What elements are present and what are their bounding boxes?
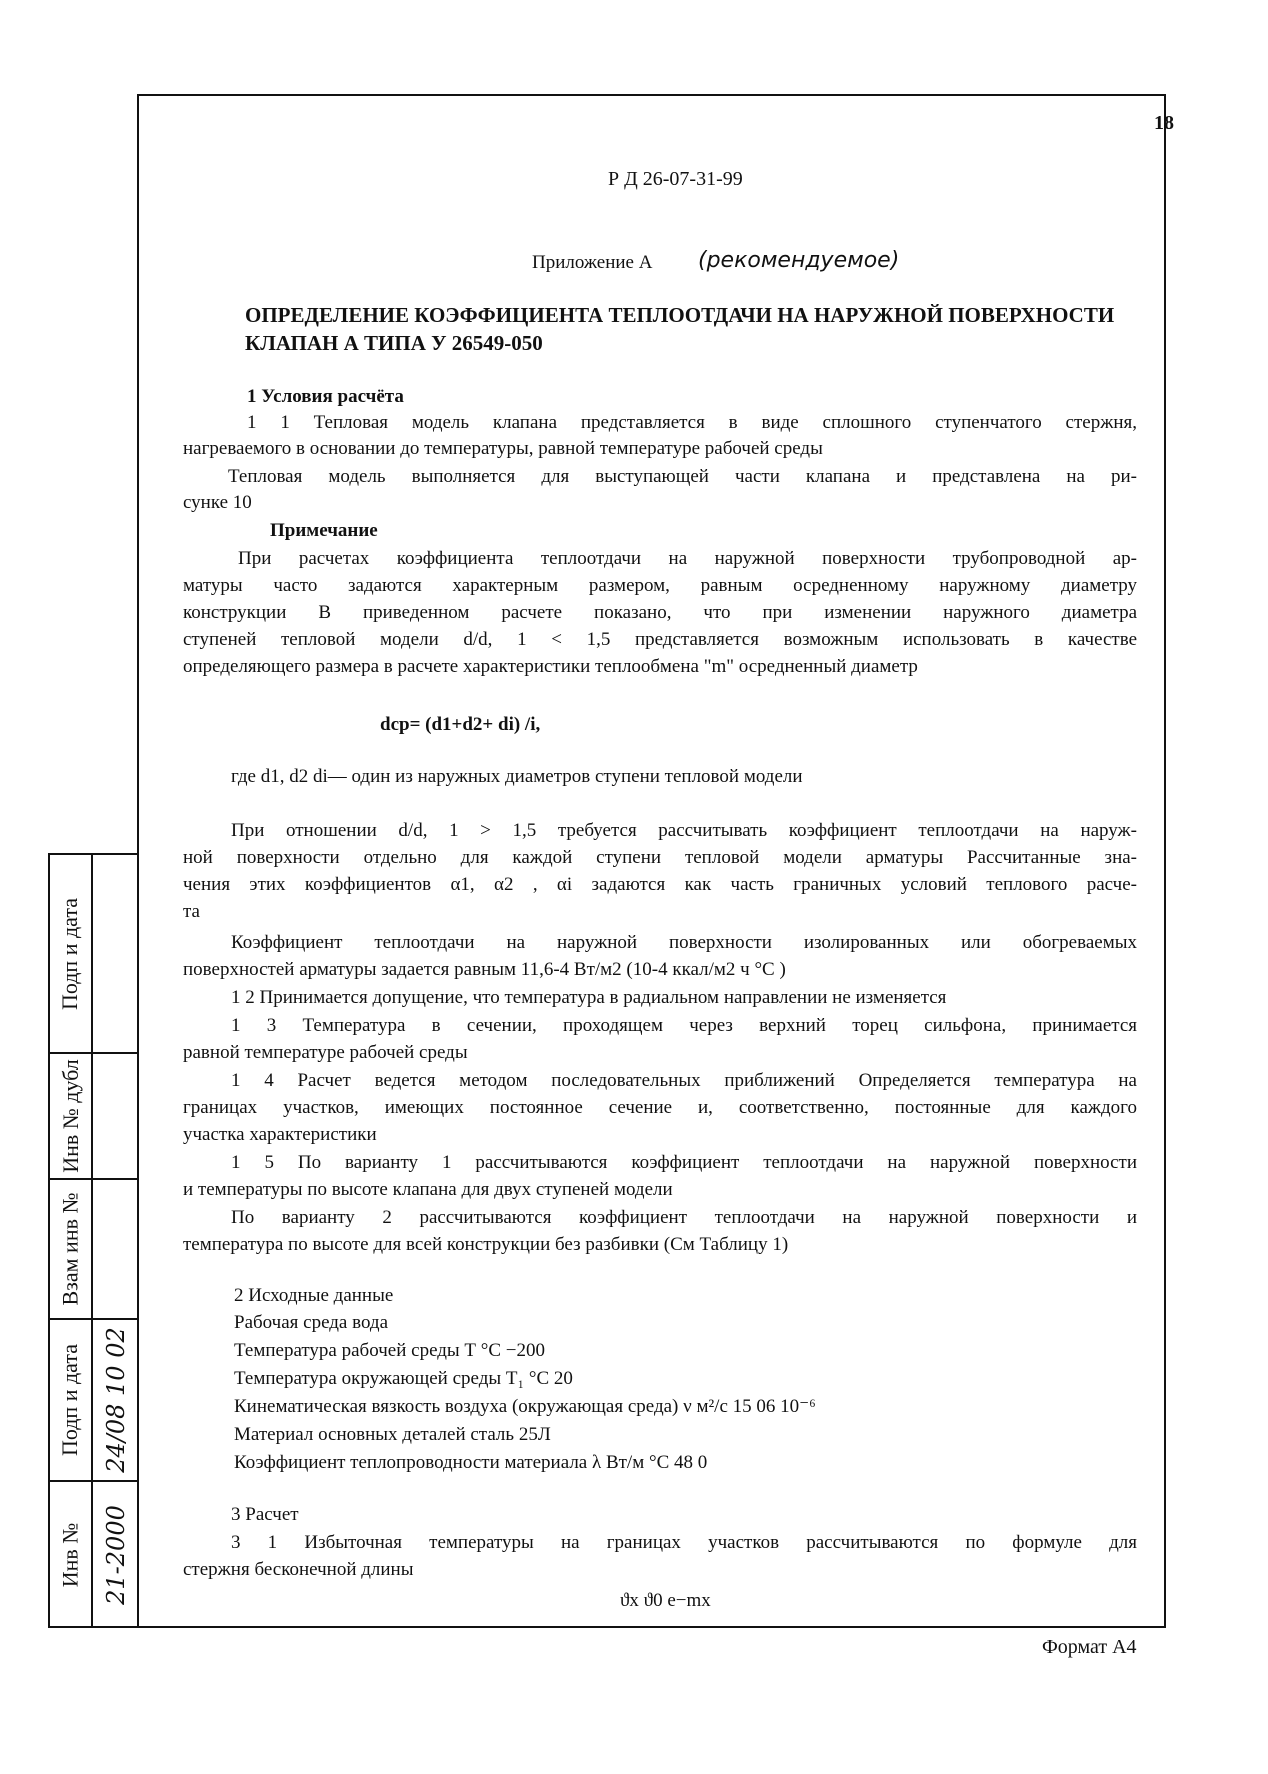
paragraph-line: 1 2 Принимается допущение, что температура в радиальном направлении не изменяется <box>231 987 947 1008</box>
appendix-label: Приложение А <box>532 252 653 273</box>
paragraph-line: ной поверхности отдельно для каждой ступени тепловой модели арматуры Рассчитанные зна- <box>183 847 1137 868</box>
stamp-handwritten-date: 24/08 10 02 <box>102 1327 130 1473</box>
paragraph-line: ступеней тепловой модели d/d, 1 < 1,5 представляется возможным использовать в качестве <box>183 629 1137 650</box>
section-2-heading: 2 Исходные данные <box>234 1285 394 1306</box>
formula-explanation: где d1, d2 di— один из наружных диаметров ступени тепловой модели <box>231 766 803 787</box>
note-heading: Примечание <box>270 520 378 541</box>
input-data-line: Температура окружающей среды Т₁ °С 20 <box>234 1368 573 1389</box>
paragraph-line: чения этих коэффициентов α1, α2 , αi задаются как часть граничных условий теплового расче- <box>183 874 1137 895</box>
stamp-cell-signature-date-1 <box>50 855 139 1054</box>
input-data-line: Рабочая среда вода <box>234 1312 389 1333</box>
paragraph-line: определяющего размера в расчете характеристики теплообмена "m" осредненный диаметр <box>183 656 918 677</box>
page-number: 18 <box>1154 112 1174 134</box>
stamp-label-inv-number: Инв № <box>57 1522 83 1588</box>
paragraph-line: та <box>183 901 200 922</box>
formula-excess-temperature: ϑx ϑ0 e−mx <box>620 1590 711 1611</box>
stamp-label-signature-date-1: Подп и дата <box>57 897 83 1010</box>
appendix-handwritten-note: (рекомендуемое) <box>698 248 900 273</box>
paragraph-line: конструкции В приведенном расчете показано, что при изменении наружного диаметра <box>183 602 1137 623</box>
stamp-cell-duplicate-inv <box>50 1054 139 1180</box>
stamp-label-signature-date-2: Подп и дата <box>57 1343 83 1457</box>
paragraph-line: 1 3 Температура в сечении, проходящем через верхний торец сильфона, принимается <box>231 1015 1137 1036</box>
stamp-cell-replacement-inv <box>50 1180 139 1320</box>
stamp-cell-inv-number <box>50 1482 139 1628</box>
document-code: Р Д 26-07-31-99 <box>608 168 743 190</box>
stamp-label-replacement-inv: Взам инв № <box>57 1192 83 1306</box>
paragraph-line: равной температуре рабочей среды <box>183 1042 468 1063</box>
paragraph-line: матуры часто задаются характерным размером, равным осредненному наружному диаметру <box>183 575 1137 596</box>
paragraph-line: При расчетах коэффициента теплоотдачи на наружной поверхности трубопроводной ар- <box>238 548 1137 569</box>
input-data-line: Кинематическая вязкость воздуха (окружающая среда) ν м²/с 15 06 10⁻⁶ <box>234 1396 816 1417</box>
paragraph-line: стержня бесконечной длины <box>183 1559 414 1580</box>
formula-average-diameter: dср= (d1+d2+ di) /i, <box>380 714 541 735</box>
paragraph-line: 1 1 Тепловая модель клапана представляется в виде сплошного ступенчатого стержня, <box>247 412 1137 433</box>
paragraph-line: сунке 10 <box>183 492 252 513</box>
paragraph-line: 1 4 Расчет ведется методом последовательных приближений Определяется температура на <box>231 1070 1137 1091</box>
input-data-line: Температура рабочей среды Т °С −200 <box>234 1340 546 1361</box>
paragraph-line: 1 5 По варианту 1 рассчитываются коэффициент теплоотдачи на наружной поверхности <box>231 1152 1137 1173</box>
section-3-heading: 3 Расчет <box>231 1504 299 1525</box>
stamp-handwritten-inv-number: 21-2000 <box>102 1505 131 1605</box>
paragraph-line: участка характеристики <box>183 1124 377 1145</box>
paragraph-line: Коэффициент теплоотдачи на наружной поверхности изолированных или обогреваемых <box>231 932 1137 953</box>
title-line-2: КЛАПАН А ТИПА У 26549-050 <box>245 331 543 355</box>
paragraph-line: 3 1 Избыточная температуры на границах участков рассчитываются по формуле для <box>231 1532 1137 1553</box>
format-label: Формат А4 <box>1042 1636 1137 1658</box>
title-line-1: ОПРЕДЕЛЕНИЕ КОЭФФИЦИЕНТА ТЕПЛООТДАЧИ НА НАРУЖНОЙ ПОВЕРХНОСТИ <box>245 303 1115 327</box>
paragraph-line: и температуры по высоте клапана для двух ступеней модели <box>183 1179 673 1200</box>
stamp-column <box>48 853 139 1628</box>
paragraph-line: При отношении d/d, 1 > 1,5 требуется рассчитывать коэффициент теплоотдачи на наруж- <box>231 820 1137 841</box>
paragraph-line: Тепловая модель выполняется для выступающей части клапана и представлена на ри- <box>228 466 1137 487</box>
paragraph-line: границах участков, имеющих постоянное сечение и, соответственно, постоянные для каждого <box>183 1097 1137 1118</box>
stamp-cell-signature-date-2 <box>50 1320 139 1482</box>
paragraph-line: поверхностей арматуры задается равным 11,6-4 Вт/м2 (10-4 ккал/м2 ч °С ) <box>183 959 786 980</box>
section-1-heading: 1 Условия расчёта <box>247 386 404 407</box>
stamp-label-duplicate-inv: Инв № дубл <box>57 1059 83 1173</box>
paragraph-line: температура по высоте для всей конструкции без разбивки (См Таблицу 1) <box>183 1234 789 1255</box>
input-data-line: Материал основных деталей сталь 25Л <box>234 1424 551 1445</box>
paragraph-line: нагреваемого в основании до температуры, равной температуре рабочей среды <box>183 438 823 459</box>
paragraph-line: По варианту 2 рассчитываются коэффициент теплоотдачи на наружной поверхности и <box>231 1207 1137 1228</box>
input-data-line: Коэффициент теплопроводности материала λ Вт/м °С 48 0 <box>234 1452 708 1473</box>
